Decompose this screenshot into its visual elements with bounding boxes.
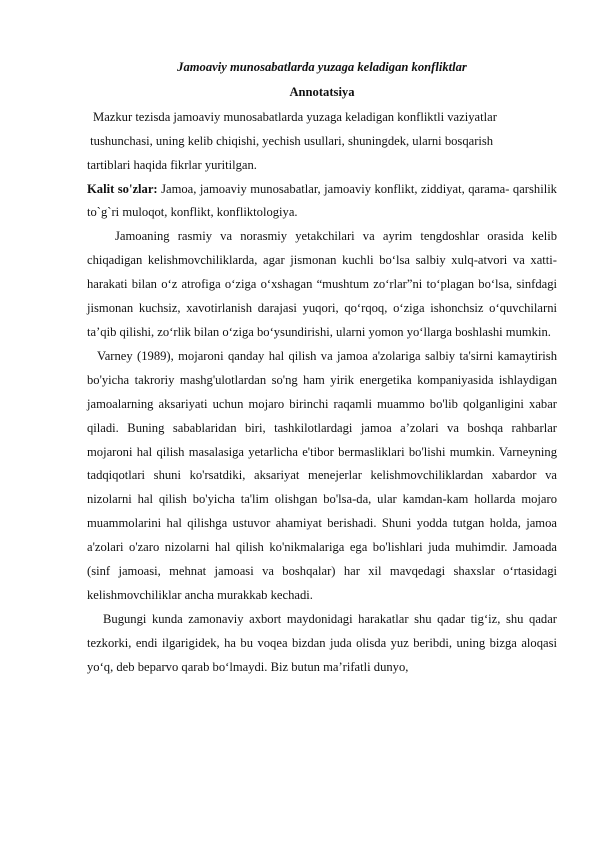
- document-page: [87, 56, 557, 680]
- annotation-line: tartiblari haqida fikrlar yuritilgan.: [87, 157, 257, 172]
- keywords-text: Jamoa, jamoaviy munosabatlar, jamoaviy konflikt, ziddiyat, qarama- qarshilik to`g`ri muloqot, konflikt, konfliktologiya.: [87, 181, 557, 220]
- keywords-paragraph: [87, 178, 557, 226]
- document-title: Jamoaviy munosabatlarda yuzaga keladigan konfliktlar: [177, 60, 467, 74]
- body-paragraph-2: Varney (1989), mojaroni qanday hal qilish va jamoa a'zolariga salbiy ta'sirni kamaytirish bo'yicha takroriy mashg'ulotlardan so'ng ham yirik energetika kompaniyasida ishlaydigan jamoalarning aksariyati uchun mojaro birinchi raqamli muammo bo'lib qolganligini xabar qiladi. Buning sabablaridan biri, tashkilotlardagi jamoa a’zolari va boshqa rahbarlar mojaroni hal qilish masalasiga yetarlicha e'tibor bermasliklari bo'lishi mumkin. Varneyning tadqiqotlari shuni ko'rsatdiki, aksariyat menejerlar kelishmovchiliklardan xabardor va nizolarni hal qilish bo'yicha ta'lim olishgan bo'lsa-da, ular kamdan-kam hollarda mojaro muammolarini hal qilishga ustuvor ahamiyat berishadi. Shuni yodda tutgan holda, jamoa a'zolari o'zaro nizolarni hal qilish ko'nikmalariga ega bo'lishlari juda muhimdir. Jamoada (sinf jamoasi, mehnat jamoasi va boshqalar) har xil mavqedagi shaxslar o‘rtasidagi kelishmovchiliklar ancha murakkab kechadi.: [87, 348, 557, 602]
- annotation-block: [87, 106, 557, 178]
- body-paragraph-3: Bugungi kunda zamonaviy axbort maydonidagi harakatlar shu qadar tig‘iz, shu qadar tezkorki, endi ilgarigidek, ha bu voqea bizdan juda olisda yuz beribdi, uning bizga aloqasi yo‘q, deb beparvo qarab bo‘lmaydi. Biz butun ma’rifatli dunyo,: [87, 611, 557, 674]
- annotation-heading: Annotatsiya: [289, 84, 355, 99]
- annotation-line: Mazkur tezisda jamoaviy munosabatlarda yuzaga keladigan konfliktli vaziyatlar: [93, 109, 497, 124]
- annotation-line: tushunchasi, uning kelib chiqishi, yechish usullari, shuningdek, ularni bosqarish: [87, 133, 494, 148]
- keywords-label: Kalit so'zlar:: [87, 181, 158, 196]
- body-paragraph-1: Jamoaning rasmiy va norasmiy yetakchilari va ayrim tengdoshlar orasida kelib chiqadigan kelishmovchiliklarda, agar jismonan kuchli bo‘lsa salbiy xulq-atvori va xatti-harakati bilan o‘z atrofiga o‘ziga o‘xshagan “mushtum zo‘rlar”ni to‘plagan bo‘lsa, sinfdagi jismonan kuchsiz, xavotirlanish darajasi yuqori, qo‘rqoq, o‘ziga ishonchsiz o‘quvchilarni ta’qib qilishi, zo‘rlik bilan o‘ziga bo‘ysundirishi, ularni yomon yo‘llarga boshlashi mumkin.: [87, 229, 557, 339]
